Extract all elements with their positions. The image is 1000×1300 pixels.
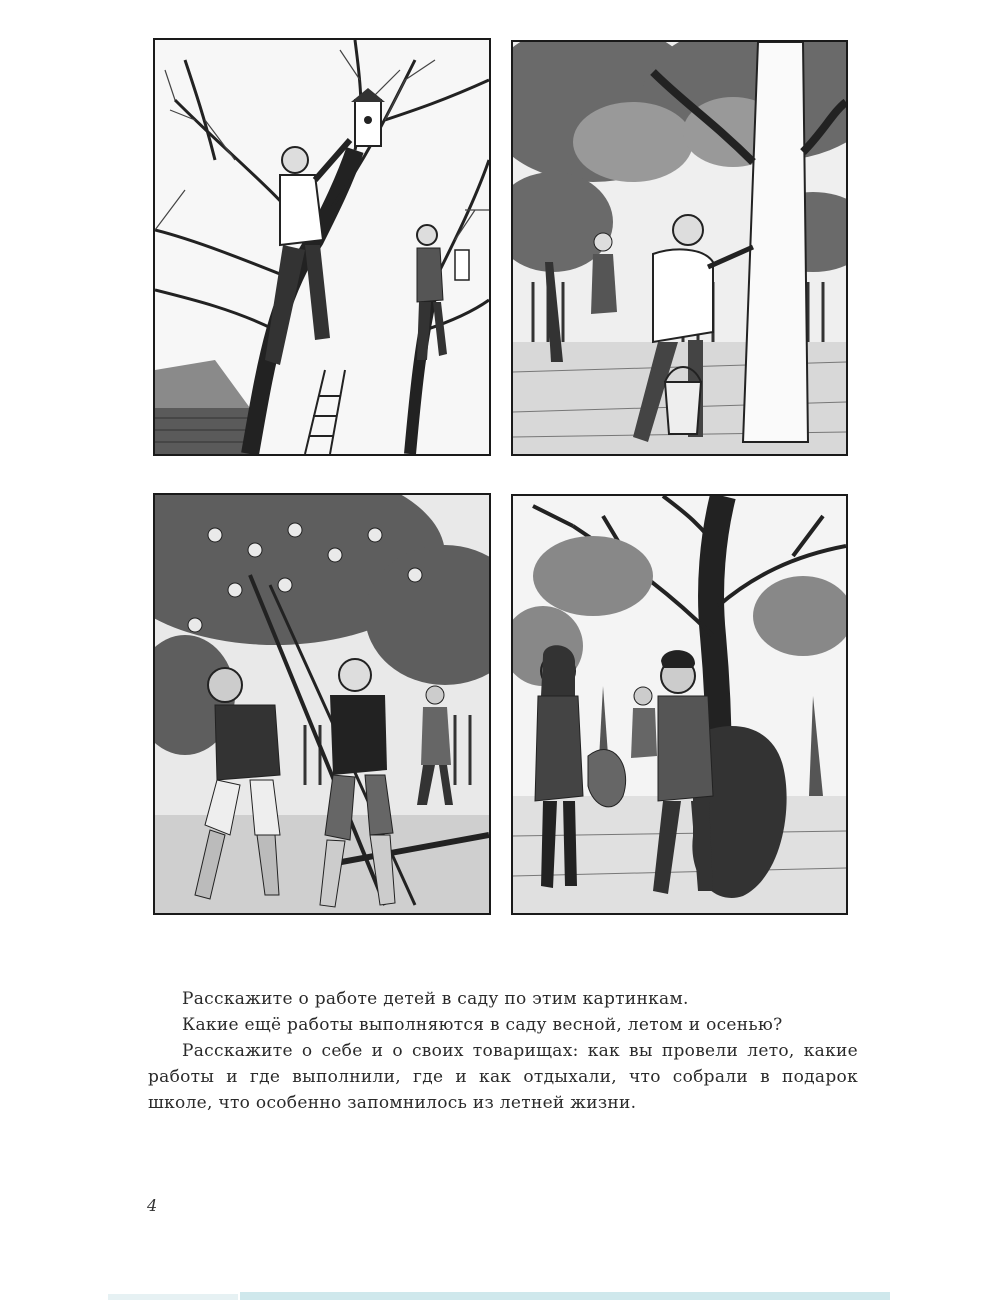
paragraph-3: Расскажите о себе и о своих товарищах: как вы провели лето, какие работы и где выполнили, где и как отдыхали, что собрали в подарок школе, что особенно запомнилось из летней жизни. — [148, 1041, 858, 1113]
bottom-bar — [240, 1292, 890, 1300]
paragraph-2: Какие ещё работы выполняются в саду весной, летом и осенью? — [182, 1015, 783, 1035]
bottom-bar-left — [108, 1294, 238, 1300]
page-number: 4 — [147, 1196, 158, 1215]
autumn-planting-illustration-icon — [511, 494, 848, 915]
paragraph-1: Расскажите о работе детей в саду по этим картинкам. — [182, 989, 689, 1009]
whitewashing-tree-illustration-icon — [511, 40, 848, 456]
apple-harvest-illustration-icon — [153, 493, 491, 915]
body-text — [148, 986, 858, 1116]
spring-birdhouse-illustration-icon — [153, 38, 491, 456]
